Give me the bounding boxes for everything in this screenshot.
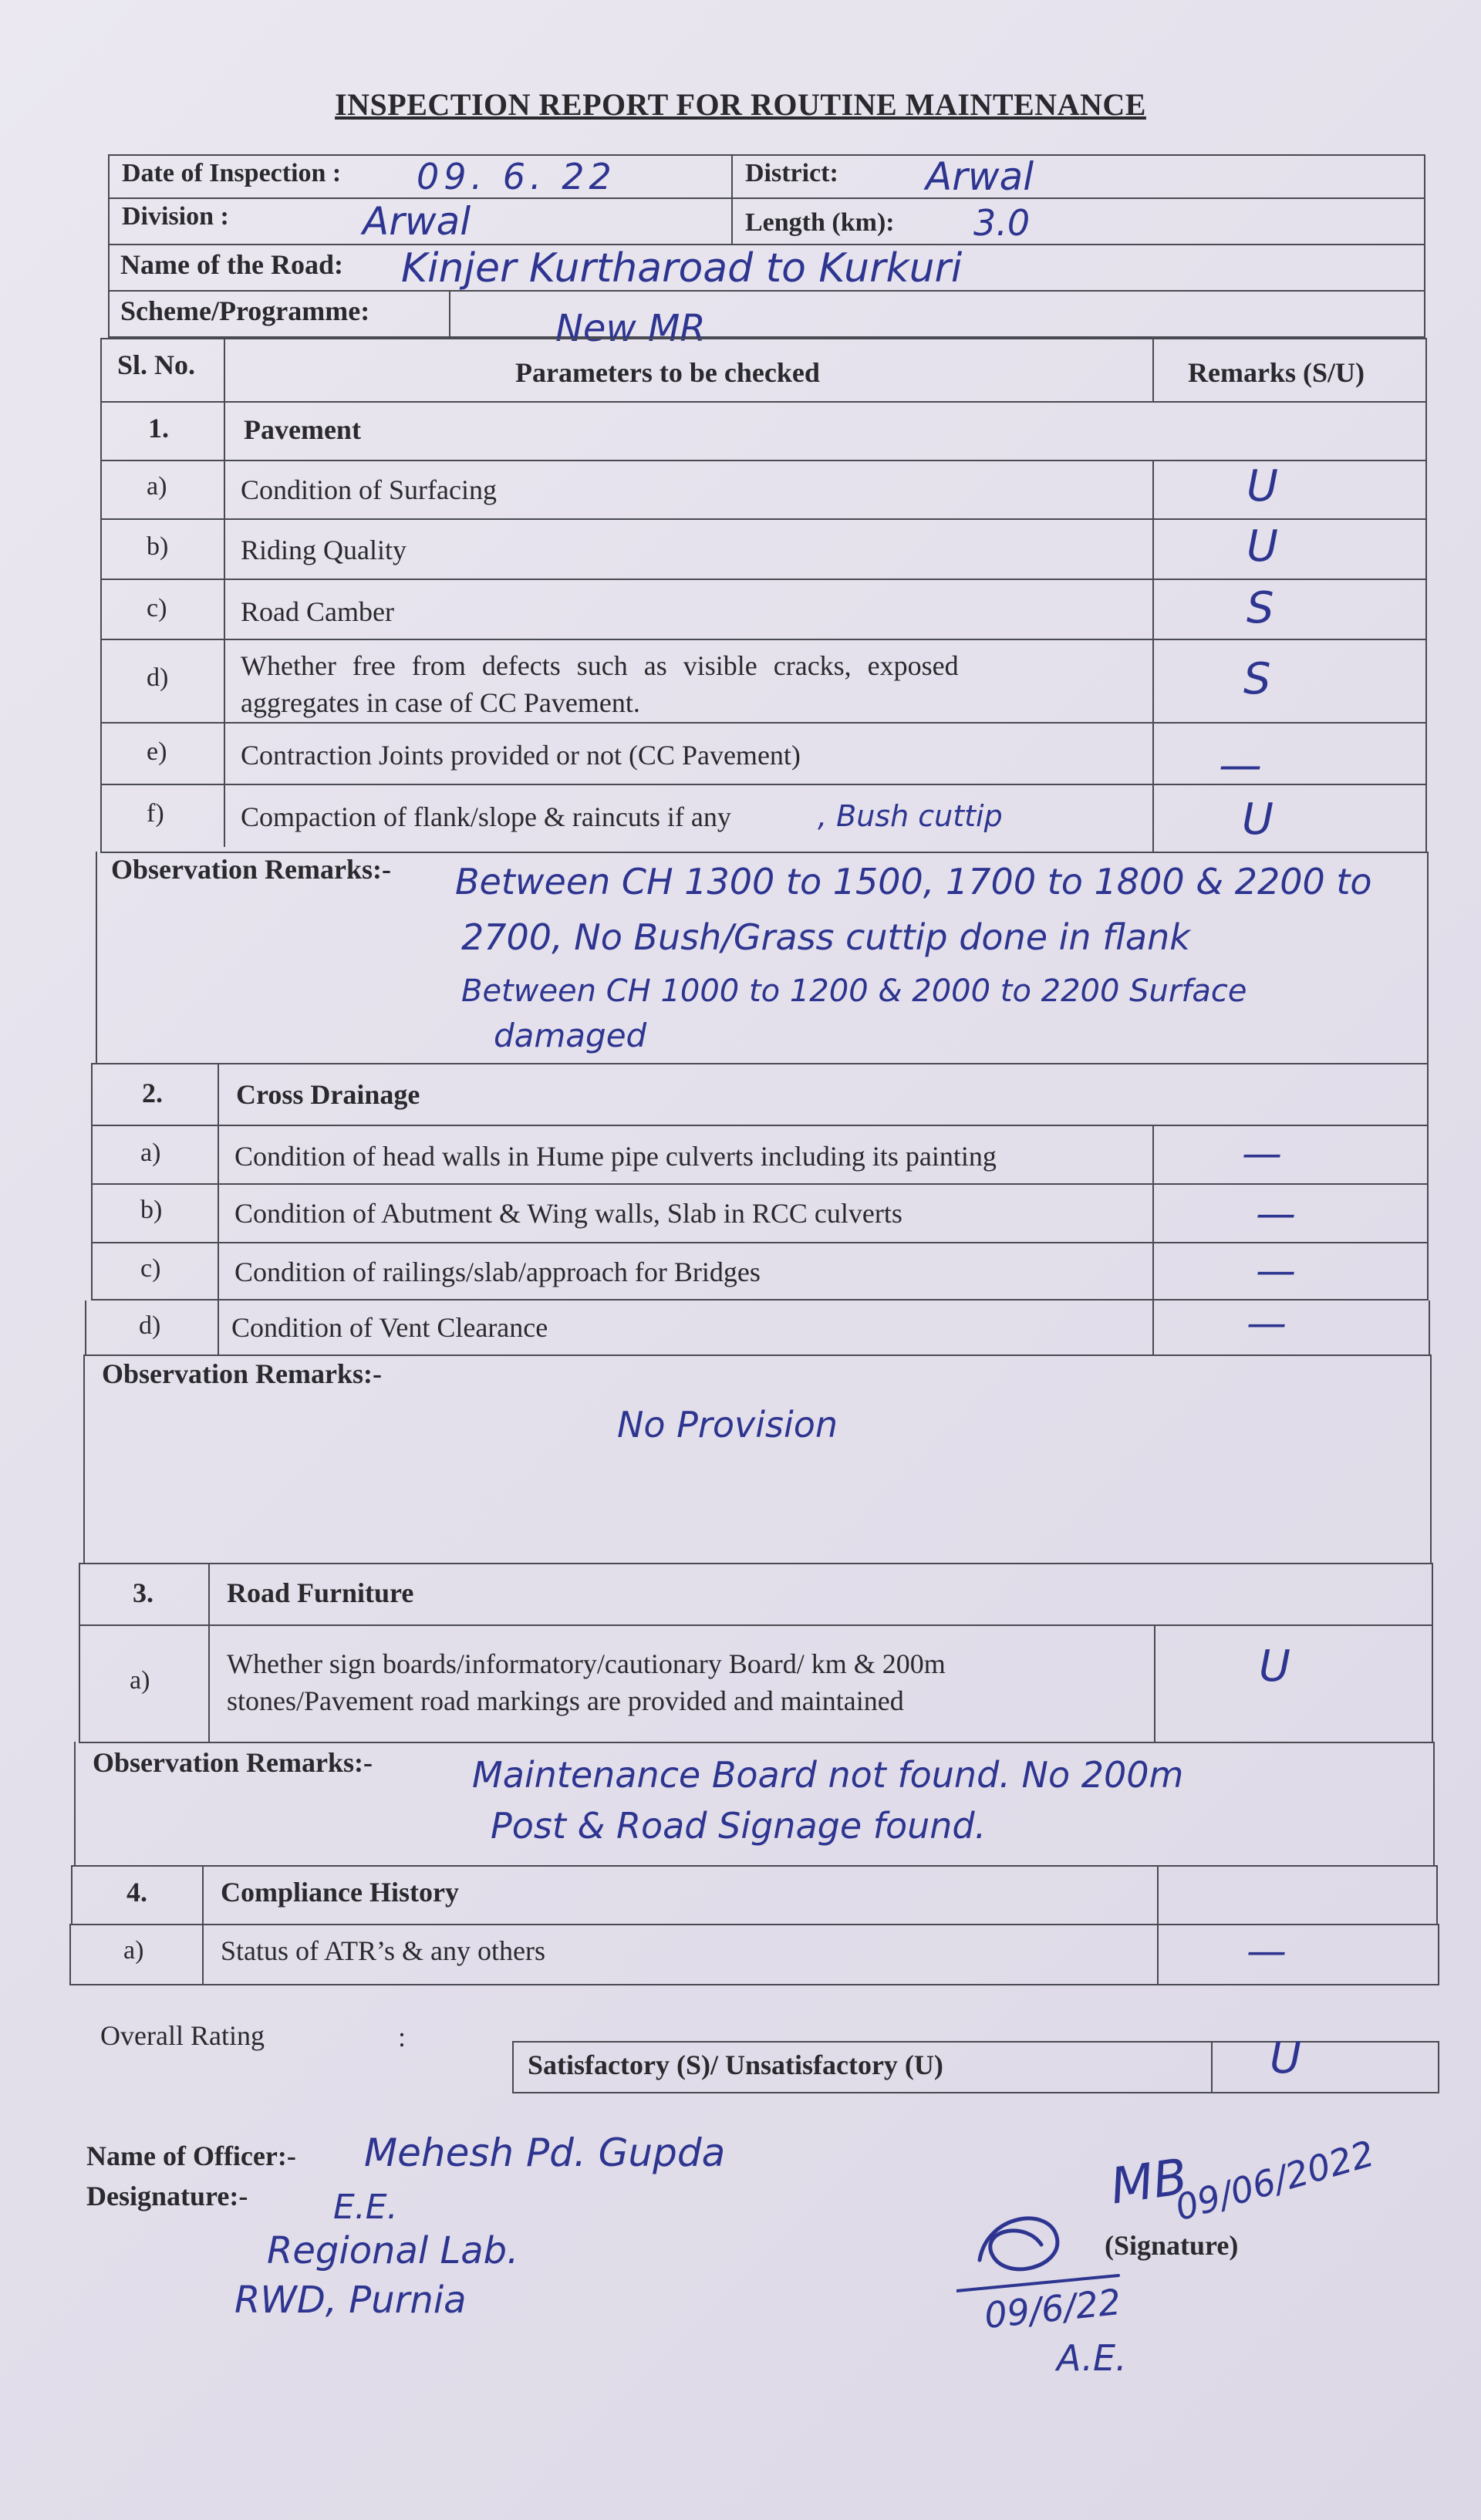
s3-observation-line-1: Maintenance Board not found. No 200m xyxy=(472,1754,1184,1796)
sign-date-2: 09/6/22 xyxy=(982,2280,1123,2337)
s3-row-a-sl: a) xyxy=(130,1666,150,1695)
overall-rating-divider xyxy=(1211,2041,1213,2093)
s3-row-a-remark: U xyxy=(1259,1641,1290,1692)
section-2-num: 2. xyxy=(142,1078,163,1108)
s1-row-d-text: Whether free from defects such as visible cracks, exposed xyxy=(241,650,959,681)
report-title: INSPECTION REPORT FOR ROUTINE MAINTENANCE xyxy=(335,87,1146,122)
section-2-title: Cross Drainage xyxy=(236,1079,420,1110)
s1-observation-line-3: Between CH 1000 to 1200 & 2000 to 2200 Surface xyxy=(461,973,1247,1009)
s1-row-c-sl: c) xyxy=(147,594,167,622)
division-value: Arwal xyxy=(363,199,471,244)
s2-observation-label: Observation Remarks:- xyxy=(102,1358,382,1389)
overall-rating-colon: : xyxy=(398,2022,407,2053)
s1-row-f-remark: U xyxy=(1242,794,1274,845)
s3-observation-line-2: Post & Road Signage found. xyxy=(491,1805,987,1847)
overall-rating-value: U xyxy=(1270,2033,1301,2083)
road-value: Kinjer Kurtharoad to Kurkuri xyxy=(401,245,963,292)
designation-line-2: Regional Lab. xyxy=(267,2229,519,2272)
s1-row-b-remark: U xyxy=(1247,521,1278,572)
officer-label: Name of Officer:- xyxy=(86,2140,296,2171)
section-1-title: Pavement xyxy=(244,414,361,445)
col-head-remarks: Remarks (S/U) xyxy=(1188,357,1365,388)
s4-row-a-remark: — xyxy=(1247,1928,1287,1975)
col-head-params: Parameters to be checked xyxy=(515,357,820,388)
s1-row-a-remark: U xyxy=(1247,461,1278,511)
scheme-divider xyxy=(449,292,450,338)
s1-observation-line-4: damaged xyxy=(494,1017,647,1054)
sign-role: A.E. xyxy=(1057,2337,1127,2379)
section-3-title: Road Furniture xyxy=(227,1577,414,1608)
s4-row-a-sl: a) xyxy=(123,1936,144,1965)
s3-row-a-text2: stones/Pavement road markings are provided and maintained xyxy=(227,1685,904,1716)
s1-row-b-sl: b) xyxy=(147,532,169,561)
officer-value: Mehesh Pd. Gupda xyxy=(364,2130,726,2175)
sign-date-1: 09/06/2022 xyxy=(1170,2132,1379,2229)
s2-row-d-text: Condition of Vent Clearance xyxy=(231,1312,548,1343)
s2-row-a-text: Condition of head walls in Hume pipe culverts including its painting xyxy=(234,1141,997,1172)
designation-line-3: RWD, Purnia xyxy=(234,2279,467,2322)
signature-label: (Signature) xyxy=(1105,2230,1239,2261)
s2-observation-line-1: No Provision xyxy=(617,1404,838,1446)
scheme-value: New MR xyxy=(555,307,706,350)
district-value: Arwal xyxy=(926,154,1034,199)
s1-row-f-text: Compaction of flank/slope & raincuts if any xyxy=(241,801,731,832)
s3-remark-divider xyxy=(1154,1624,1155,1743)
s2-row-d-sl: d) xyxy=(139,1311,161,1340)
col-head-sl: Sl. No. xyxy=(117,349,196,380)
s3-observation-label: Observation Remarks:- xyxy=(93,1747,373,1778)
section-3-num: 3. xyxy=(133,1577,153,1608)
s1-row-d-remark: S xyxy=(1243,654,1271,704)
s1-row-a-text: Condition of Surfacing xyxy=(241,474,497,505)
overall-rating-box-label: Satisfactory (S)/ Unsatisfactory (U) xyxy=(528,2049,943,2080)
s2-row-b-remark: — xyxy=(1256,1191,1296,1237)
designation-line-1: E.E. xyxy=(333,2188,398,2227)
s3-row-a xyxy=(79,1624,1433,1743)
s1-observation-line-2: 2700, No Bush/Grass cuttip done in flank xyxy=(461,916,1190,958)
section-4-title: Compliance History xyxy=(221,1877,459,1908)
s1-row-e-remark: — xyxy=(1219,740,1262,791)
s1-row-e-sl: e) xyxy=(147,737,167,766)
s2-row-c-remark: — xyxy=(1256,1248,1296,1294)
s1-row-f-sl: f) xyxy=(147,799,164,828)
col-divider-2 xyxy=(1152,338,1154,403)
length-value: 3.0 xyxy=(973,202,1031,244)
s1-row-c-text: Road Camber xyxy=(241,596,394,627)
s4-row-a-text: Status of ATR’s & any others xyxy=(221,1935,545,1966)
section-1-num: 1. xyxy=(148,413,169,444)
s1-row-f-note: , Bush cuttip xyxy=(818,799,1003,833)
s2-row-c-text: Condition of railings/slab/approach for Bridges xyxy=(234,1257,761,1287)
s2-row-b-sl: b) xyxy=(140,1196,163,1224)
s2-row-a-remark: — xyxy=(1242,1131,1282,1177)
s1-row-b-text: Riding Quality xyxy=(241,535,407,565)
s2-row-c-sl: c) xyxy=(140,1254,161,1283)
section-4-num: 4. xyxy=(127,1877,147,1908)
overall-rating-label: Overall Rating xyxy=(100,2020,265,2051)
s1-row-c-remark: S xyxy=(1247,583,1274,633)
s1-observation-label: Observation Remarks:- xyxy=(111,854,391,885)
s1-observation-line-1: Between CH 1300 to 1500, 1700 to 1800 & 2200 to xyxy=(455,861,1372,902)
length-label: Length (km): xyxy=(745,208,895,237)
s2-row-a-sl: a) xyxy=(140,1139,161,1167)
s3-row-a-text: Whether sign boards/informatory/cautionary Board/ km & 200m xyxy=(227,1648,946,1679)
date-label: Date of Inspection : xyxy=(122,159,342,187)
s1-row-d-text2: aggregates in case of CC Pavement. xyxy=(241,687,640,718)
s1-row-e-text: Contraction Joints provided or not (CC Pavement) xyxy=(241,740,801,771)
scheme-label: Scheme/Programme: xyxy=(120,295,370,326)
date-value: 09. 6. 22 xyxy=(417,156,616,197)
s2-row-b-text: Condition of Abutment & Wing walls, Slab in RCC culverts xyxy=(234,1198,902,1229)
s1-row-a-sl: a) xyxy=(147,472,167,501)
designation-label: Designature:- xyxy=(86,2181,248,2211)
district-label: District: xyxy=(745,159,838,187)
division-label: Division : xyxy=(122,202,229,231)
s1-row-d-sl: d) xyxy=(147,663,169,692)
s2-row-d-remark: — xyxy=(1247,1300,1287,1347)
sign-initials: MB xyxy=(1107,2148,1191,2216)
road-label: Name of the Road: xyxy=(120,249,343,280)
